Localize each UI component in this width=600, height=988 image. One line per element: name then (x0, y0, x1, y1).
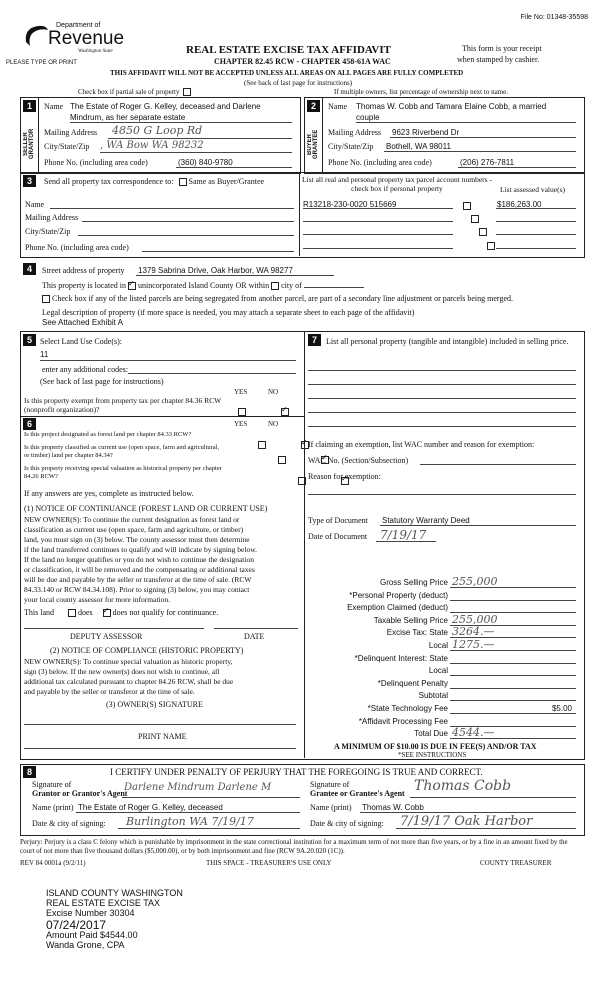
fee-label: Gross Selling Price (379, 578, 448, 587)
doc-date-value[interactable]: 7/19/17 (380, 528, 427, 542)
personal-property-line (308, 398, 576, 399)
file-number: File No: 01348-35598 (520, 14, 588, 21)
does-not-checkbox[interactable] (103, 609, 111, 617)
personal-property-checkbox[interactable] (471, 215, 479, 223)
current-use-question: Is this property classified as current use (open space, farm and agricultural, or timber) land per chapter 84.34? (24, 444, 220, 459)
divider (24, 724, 296, 725)
buyer-city-label: City/State/Zip (328, 142, 374, 151)
fee-label: Local (428, 666, 448, 676)
personal-property-line (308, 412, 576, 413)
landuse-value[interactable]: 11 (40, 350, 49, 359)
historic-question: Is this property receiving special valuation as historical property per chapter 84.26 RCW? (24, 465, 222, 480)
buyer-mail-label: Mailing Address (328, 128, 382, 137)
fee-label: *Affidavit Processing Fee (358, 716, 448, 726)
notice1-heading: (1) NOTICE OF CONTINUANCE (FOREST LAND OR CURRENT USE) (24, 504, 268, 513)
divider (396, 828, 576, 829)
grantee-date-value[interactable]: 7/19/17 Oak Harbor (400, 814, 533, 829)
assessed-line (496, 221, 576, 222)
segregated-label: Check box if any of the listed parcels are being segregated from another parcel, are part of a secondary line adjustment or parcels being merged. (52, 294, 513, 303)
notice1-line: classification as current use (open space, farm and agriculture, or timber) (24, 525, 244, 534)
grantor-signature[interactable]: Darlene Mindrum Darlene M (124, 782, 272, 793)
street-label: Street address of property (42, 266, 125, 275)
personal-property-line (308, 370, 576, 371)
divider (82, 221, 294, 222)
additional-codes-label: enter any additional codes: (42, 365, 128, 374)
notice2-line: sign (3) below. If the new owner(s) does not wish to continue, all (24, 667, 220, 676)
seller-mail-label: Mailing Address (44, 128, 98, 137)
assessed-value[interactable]: $186,263.00 (497, 200, 542, 209)
partial-sale-label: Check box if partial sale of property (78, 88, 180, 96)
stamp-line: ISLAND COUNTY WASHINGTON (46, 888, 183, 898)
divider (380, 525, 576, 526)
parcel-line (303, 248, 453, 249)
receipt-note-1: This form is your receipt (462, 44, 542, 53)
unincorporated-label: unincorporated Island County OR within (137, 281, 270, 290)
assessed-heading: List assessed value(s) (500, 185, 565, 194)
grantor-date-label: Date & city of signing: (32, 819, 106, 828)
s3-mail-label: Mailing Address (25, 213, 79, 222)
divider (78, 235, 294, 236)
fee-value[interactable]: 255,000 (452, 575, 498, 588)
section-1-number: 1 (23, 100, 36, 112)
notice2-line: additional tax calculated pursuant to chapter 84.26 RCW, shall be due (24, 677, 234, 686)
please-type: PLEASE TYPE OR PRINT (6, 60, 77, 66)
grantee-date-label: Date & city of signing: (310, 819, 384, 828)
stamp-line: Wanda Grone, CPA (46, 940, 125, 950)
notice1-line: your local county assessor for more information. (24, 595, 171, 604)
same-as-buyer-checkbox[interactable] (179, 178, 187, 186)
stamp-line: Amount Paid $4544.00 (46, 930, 138, 940)
divider (360, 812, 576, 813)
s3-phone-label: Phone No. (including area code) (25, 243, 129, 252)
divider (322, 98, 323, 172)
city-of-label: city of (281, 281, 302, 290)
divider (128, 373, 296, 374)
notice1-line: if the land transferred continues to qualify and will indicate by signing below. (24, 545, 257, 554)
divider (304, 331, 305, 758)
rev-number: REV 84 0001a (9/2/11) (20, 859, 86, 867)
s5-no-head: NO (268, 388, 279, 396)
deputy-assessor-label: DEPUTY ASSESSOR (70, 632, 143, 641)
print-name-label: PRINT NAME (138, 732, 187, 741)
section-4-number: 4 (23, 263, 36, 275)
fee-label: *State Technology Fee (367, 704, 448, 713)
divider (50, 208, 294, 209)
located-label: This property is located in (42, 281, 126, 290)
divider (108, 138, 292, 139)
s3-name-label: Name (25, 200, 45, 209)
s6-yes-head: YES (234, 420, 248, 428)
personal-property-checkbox[interactable] (463, 202, 471, 210)
notice1-line: land, you must sign on (3) below. The county assessor must then determine (24, 535, 250, 544)
fee-label: Local (428, 641, 448, 650)
grantee-name-label: Name (print) (310, 803, 352, 812)
divider (20, 416, 304, 417)
does-not-label: does not qualify for continuance. (112, 608, 219, 617)
fee-line (450, 713, 576, 714)
divider (214, 628, 298, 629)
divider (100, 152, 292, 153)
personal-property-checkbox[interactable] (487, 242, 495, 250)
parcel-heading: List all real and personal property tax parcel account numbers - check box if personal property (302, 175, 492, 193)
does-label: does (78, 608, 93, 617)
notice1-line: If the land no longer qualifies or you do not wish to continue the designation (24, 555, 254, 564)
divider (24, 748, 296, 749)
notice1-line: NEW OWNER(S): To continue the current designation as forest land or (24, 515, 240, 524)
county-treasurer: COUNTY TREASURER (480, 859, 552, 867)
personal-property-checkbox[interactable] (479, 228, 487, 236)
grantor-sig-label-1: Signature of (32, 780, 72, 789)
forest-question: Is this project designated as forest land per chapter 84.33 RCW? (24, 431, 192, 438)
section-7-number: 7 (308, 334, 321, 346)
seller-phone-label: Phone No. (including area code) (44, 158, 148, 167)
legal-label: Legal description of property (if more space is needed, you may attach a separate sheet to each page of the affidavit) (42, 308, 415, 317)
seller-city-value[interactable]: , WA Bow WA 98232 (100, 140, 204, 151)
fee-label: *Delinquent Interest: State (354, 653, 448, 663)
logo-name: Revenue (48, 28, 125, 49)
partial-sale (78, 88, 191, 96)
parcel-line (303, 234, 453, 235)
forest-yes-checkbox[interactable] (258, 441, 266, 449)
send-correspondence-label (44, 177, 264, 186)
divider (308, 494, 576, 495)
street-value[interactable]: 1379 Sabrina Drive, Oak Harbor, WA 98277 (138, 266, 293, 275)
grantee-name-value[interactable]: Thomas W. Cobb (362, 803, 424, 812)
notice1-line: will be due and payable by the seller or transferor at the time of sale. (RCW (24, 575, 252, 584)
certify-text: I CERTIFY UNDER PENALTY OF PERJURY THAT THE FOREGOING IS TRUE AND CORRECT. (110, 767, 483, 777)
fee-line (450, 663, 576, 664)
see-back-text: (See back of last page for instructions) (244, 79, 353, 87)
divider (24, 628, 204, 629)
continuance-line (24, 608, 218, 617)
section-2-number: 2 (307, 100, 320, 112)
divider (136, 275, 334, 276)
seller-grantor-label: SELLER GRANTOR (23, 128, 35, 160)
if-yes-text: If any answers are yes, complete as instructed below. (24, 489, 194, 498)
exempt-question: Is this property exempt from property tax per chapter 84.36 RCW (nonprofit organization)? (24, 396, 222, 414)
buyer-name-label: Name (328, 102, 348, 111)
seller-mail-value[interactable]: 4850 G Loop Rd (112, 124, 203, 137)
fee-value[interactable]: 3264.— (452, 625, 495, 639)
fee-value[interactable]: 4544.— (452, 726, 495, 740)
parcel-rows (0, 0, 600, 9)
section-3-number: 3 (23, 175, 36, 187)
fee-label: Total Due (414, 729, 448, 739)
notice2-heading: (2) NOTICE OF COMPLIANCE (HISTORIC PROPERTY) (50, 646, 244, 655)
fee-label: Exemption Claimed (deduct) (347, 603, 448, 613)
does-checkbox[interactable] (68, 609, 76, 617)
personal-property-line (308, 426, 576, 427)
segregated-line (42, 294, 513, 303)
grantor-name-label: Name (print) (32, 803, 74, 812)
s5-see-back: (See back of last page for instructions) (40, 377, 164, 386)
divider (299, 172, 300, 256)
dor-logo (20, 14, 125, 56)
divider (420, 464, 576, 465)
divider (458, 167, 576, 168)
divider (384, 151, 576, 152)
warning-text: THIS AFFIDAVIT WILL NOT BE ACCEPTED UNLESS ALL AREAS ON ALL PAGES ARE FULLY COMPLETED (110, 69, 464, 77)
fee-label: *Delinquent Penalty (377, 678, 448, 688)
grantor-date-value[interactable]: Burlington WA 7/19/17 (126, 815, 254, 828)
grantee-sig-label-2: Grantee or Grantee's Agent (310, 789, 405, 798)
send-correspondence-text: Send all property tax correspondence to: (44, 177, 174, 186)
seller-city-label: City/State/Zip (44, 142, 90, 151)
doc-type-value[interactable]: Statutory Warranty Deed (382, 516, 470, 525)
logo-state: Washington State (78, 49, 113, 54)
this-land-label: This land (24, 608, 54, 617)
notice1-line: 84.33.140 or RCW 84.34.108). Prior to signing (3) below, you may contact (24, 585, 250, 594)
landuse-label: Select Land Use Code(s): (40, 337, 122, 346)
fee-label: Subtotal (418, 691, 448, 701)
divider (356, 122, 576, 123)
buyer-mail-value[interactable]: 9623 Riverbend Dr (392, 128, 460, 137)
fee-line (450, 700, 576, 701)
buyer-phone-value[interactable]: (206) 276-7811 (460, 158, 515, 167)
see-instructions: *SEE INSTRUCTIONS (398, 751, 467, 759)
fee-label: *Personal Property (deduct) (349, 590, 448, 600)
divider (176, 167, 292, 168)
reason-label: Reason for exemption: (308, 472, 381, 481)
divider (38, 98, 39, 172)
divider (142, 251, 294, 252)
unincorporated-checkbox[interactable] (128, 282, 136, 290)
grantee-signature[interactable]: Thomas Cobb (414, 778, 512, 794)
same-as-buyer-text: Same as Buyer/Grantee (188, 177, 265, 186)
fee-line (450, 675, 576, 676)
seller-name-line-1[interactable]: The Estate of Roger G. Kelley, deceased and Darlene (70, 102, 261, 111)
buyer-name-line-2[interactable]: couple (356, 113, 380, 122)
perjury-text: Perjury: Perjury is a class C felony which is punishable by imprisonment in the state correctional institution for a maximum term of not more than five years, or by a fine in an amount fixed by the court of not more than five thousand dollars ($5,000.00), or by both imprisonment and fine (RCW 9A.20.020 (1C)). (20, 838, 568, 855)
form-title: REAL ESTATE EXCISE TAX AFFIDAVIT (186, 44, 391, 56)
divider (76, 812, 300, 813)
personal-property-label: List all personal property (tangible and intangible) included in selling price. (326, 337, 569, 346)
divider (118, 828, 300, 829)
grantor-sig-label-2: Grantor or Grantor's Agent (32, 789, 128, 798)
fee-label: Excise Tax: State (386, 628, 448, 638)
grantee-sig-label-1: Signature of (310, 780, 350, 789)
form-subtitle: CHAPTER 82.45 RCW - CHAPTER 458-61A WAC (214, 57, 391, 66)
stamp-line: 07/24/2017 (46, 918, 107, 932)
treasurer-use: THIS SPACE - TREASURER'S USE ONLY (206, 859, 332, 867)
grantor-name-value[interactable]: The Estate of Roger G. Kelley, deceased (78, 803, 223, 812)
divider (122, 797, 300, 798)
multiple-owners-note: If multiple owners, list percentage of ownership next to name. (334, 88, 508, 96)
fee-value[interactable]: 1275.— (452, 638, 495, 651)
divider (410, 797, 576, 798)
section-8-number: 8 (23, 766, 36, 778)
section-6-number: 6 (23, 418, 36, 430)
fee-value[interactable]: 255,000 (452, 612, 498, 626)
wac-label: WAC No. (Section/Subsection) (308, 456, 409, 465)
segregated-checkbox[interactable] (42, 295, 50, 303)
fee-line (450, 688, 576, 689)
divider (70, 122, 292, 123)
receipt-note-2: when stamped by cashier. (457, 55, 540, 64)
city-of-checkbox[interactable] (271, 282, 279, 290)
seller-name-line-2[interactable]: Mindrum, as her separate estate (70, 113, 186, 122)
assessed-line (496, 248, 576, 249)
section-5-number: 5 (23, 334, 36, 346)
parcel-line (303, 208, 453, 209)
current-use-yes-checkbox[interactable] (278, 456, 286, 464)
seller-phone-value[interactable]: (360) 840-9780 (178, 158, 233, 167)
owner-signature-label: (3) OWNER(S) SIGNATURE (106, 700, 203, 709)
minimum-fee-note: A MINIMUM OF $10.00 IS DUE IN FEE(S) AND/OR TAX (334, 742, 537, 751)
assessed-line (496, 234, 576, 235)
notice2-line: and payable by the seller or transferor at the time of sale. (24, 687, 195, 696)
seller-name-label: Name (44, 102, 64, 111)
divider (376, 541, 436, 542)
s5-yes-head: YES (234, 388, 248, 396)
divider (40, 360, 296, 361)
fee-value[interactable]: $5.00 (551, 704, 572, 713)
personal-property-line (308, 384, 576, 385)
historic-yes-checkbox[interactable] (298, 477, 306, 485)
s6-no-head: NO (268, 420, 279, 428)
fee-line (450, 600, 576, 601)
parcel-value[interactable]: R13218-230-0020 515669 (303, 200, 397, 209)
buyer-grantee-label: BUYER GRANTEE (307, 129, 319, 159)
parcel-line (303, 221, 453, 222)
s3-city-label: City/State/Zip (25, 227, 71, 236)
exemption-label: If claiming an exemption, list WAC number and reason for exemption: (308, 440, 535, 449)
assessed-line (496, 208, 576, 209)
doc-type-label: Type of Document (308, 516, 368, 525)
notice1-line: or classification, it will be removed and the compensating or additional taxes (24, 565, 255, 574)
notice2-line: NEW OWNER(S): To continue special valuation as historic property, (24, 657, 233, 666)
assessor-date-label: DATE (244, 632, 265, 641)
location-line (42, 281, 364, 290)
buyer-name-line-1[interactable]: Thomas W. Cobb and Tamara Elaine Cobb, a married (356, 102, 547, 111)
doc-date-label: Date of Document (308, 532, 368, 541)
partial-sale-checkbox[interactable] (183, 88, 191, 96)
logo-dept: Department of (56, 22, 101, 29)
divider (390, 137, 576, 138)
buyer-phone-label: Phone No. (including area code) (328, 158, 432, 167)
stamp-line: REAL ESTATE EXCISE TAX (46, 898, 161, 908)
stamp-line: Excise Number 30304 (46, 908, 135, 918)
legal-value[interactable]: See Attached Exhibit A (42, 318, 123, 327)
fee-label: Taxable Selling Price (373, 615, 448, 625)
buyer-city-value[interactable]: Bothell, WA 98011 (386, 142, 451, 151)
